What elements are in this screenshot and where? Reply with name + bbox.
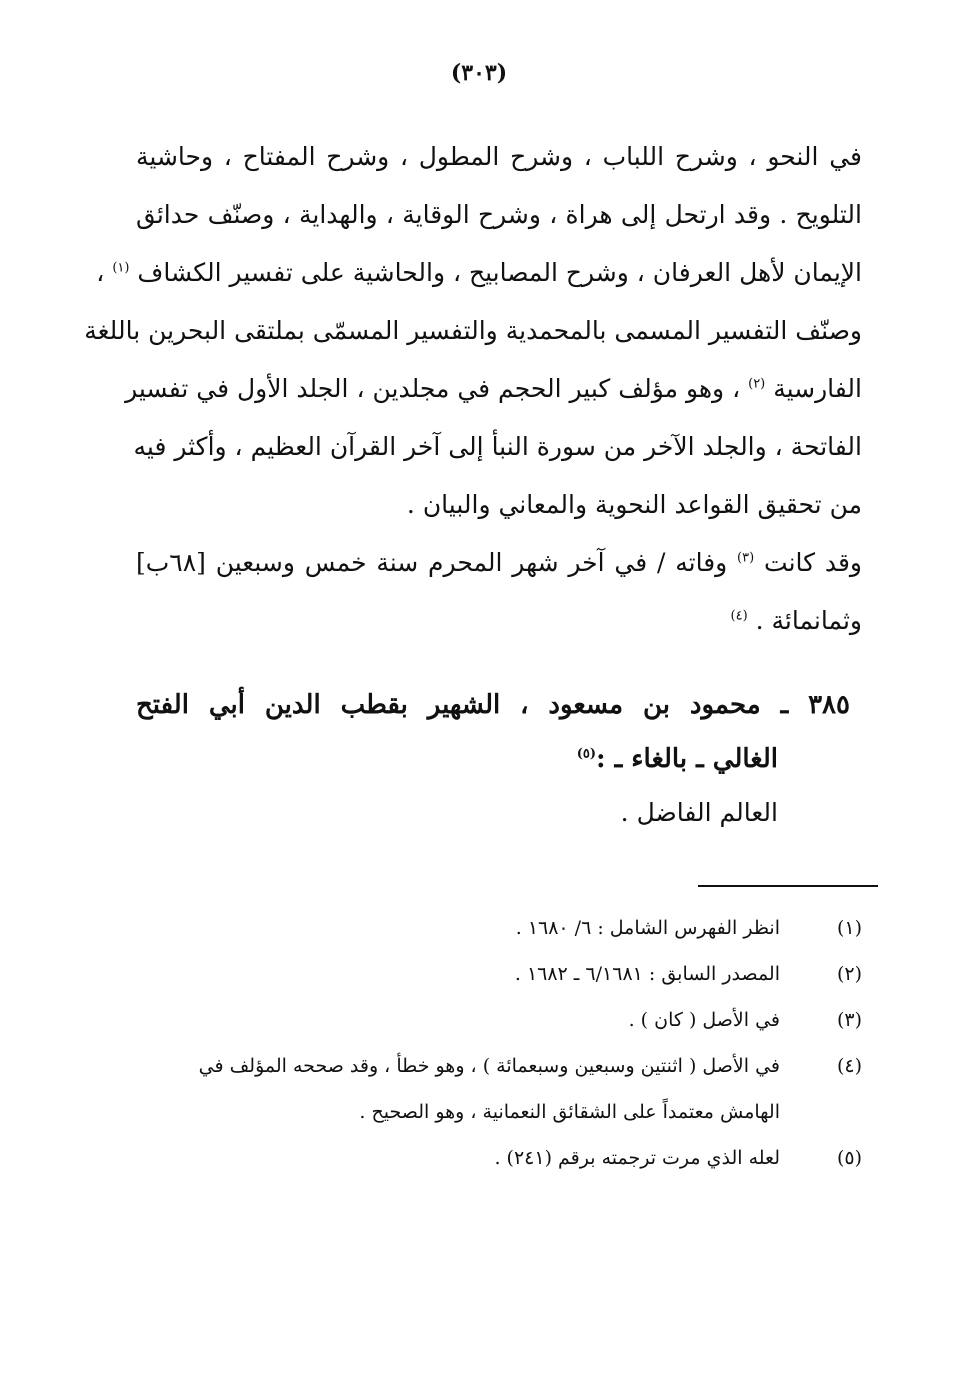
text-line-3-content: الإيمان لأهل العرفان ، وشرح المصابيح ، والحاشية على تفسير الكشاف — [137, 258, 862, 287]
entry-heading-line-1: ٣٨٥ ـ محمود بن مسعود ، الشهير بقطب الدين أبي الفتح — [136, 690, 850, 720]
text-line-8-rest: وفاته / في آخر شهر المحرم سنة خمس وسبعين [٦٨ب] — [136, 548, 728, 577]
text-line-8-start: وقد كانت — [764, 548, 863, 577]
page-number: (٣٠٣) — [450, 60, 508, 86]
footnote-3 — [132, 997, 862, 1043]
text-line-5-start: الفارسية — [773, 374, 862, 403]
footnote-text: في الأصل ( كان ) . — [628, 1009, 780, 1031]
text-line-3 — [96, 244, 862, 302]
text-line-5-rest: ، وهو مؤلف كبير الحجم في مجلدين ، الجلد الأول في تفسير — [125, 374, 741, 403]
text-line-8 — [136, 534, 862, 592]
footnote-text: لعله الذي مرت ترجمته برقم (٢٤١) . — [494, 1147, 780, 1169]
main-text — [84, 128, 863, 650]
text-line-7: من تحقيق القواعد النحوية والمعاني والبيان . — [406, 490, 862, 519]
footnote-text: في الأصل ( اثنتين وسبعين وسبعمائة ) ، وهو خطأ ، وقد صححه المؤلف في — [198, 1055, 780, 1077]
entry-heading-line-2-text: الغالي ـ بالغاء ـ : — [595, 744, 778, 774]
biography-entry — [136, 680, 850, 838]
footnote-number: (١) — [836, 917, 862, 939]
footnote-number: (٤) — [836, 1055, 862, 1077]
text-line-2: التلويح . وقد ارتحل إلى هراة ، وشرح الوقاية ، والهداية ، وصنّف حدائق — [136, 200, 862, 229]
footnote-number: (٣) — [836, 1009, 862, 1031]
text-line-4: وصنّف التفسير المسمى بالمحمدية والتفسير المسمّى بملتقى البحرين باللغة — [84, 316, 862, 345]
footnotes — [132, 905, 862, 1181]
text-line-9 — [136, 592, 862, 650]
text-line-9-content: وثمانمائة . — [755, 606, 862, 635]
footnote-divider — [698, 885, 878, 887]
footnote-ref-2: (٢) — [748, 376, 766, 392]
footnote-ref-1: (١) — [112, 260, 130, 276]
text-line-1: في النحو ، وشرح اللباب ، وشرح المطول ، وشرح المفتاح ، وحاشية — [136, 142, 862, 171]
entry-heading-line-2 — [136, 734, 850, 788]
text-line-5 — [125, 360, 862, 418]
footnote-ref-3: (٣) — [737, 550, 755, 566]
text-line-6: الفاتحة ، والجلد الآخر من سورة النبأ إلى آخر القرآن العظيم ، وأكثر فيه — [133, 432, 862, 461]
footnote-5 — [132, 1135, 862, 1181]
entry-description: العالم الفاضل . — [620, 798, 778, 827]
footnote-text-continued: الهامش معتمداً على الشقائق النعمانية ، وهو الصحيح . — [359, 1101, 780, 1123]
footnote-2 — [132, 951, 862, 997]
footnote-text: انظر الفهرس الشامل : ٦/ ١٦٨٠ . — [515, 917, 780, 939]
footnote-4 — [132, 1043, 862, 1135]
footnote-ref-4: (٤) — [730, 608, 748, 624]
footnote-number: (٢) — [836, 963, 862, 985]
text-line-3-end: ، — [96, 258, 105, 287]
footnote-text: المصدر السابق : ٦/١٦٨١ ـ ١٦٨٢ . — [514, 963, 780, 985]
footnote-ref-5: (٥) — [576, 746, 596, 762]
footnote-number: (٥) — [836, 1147, 862, 1169]
footnote-1 — [132, 905, 862, 951]
